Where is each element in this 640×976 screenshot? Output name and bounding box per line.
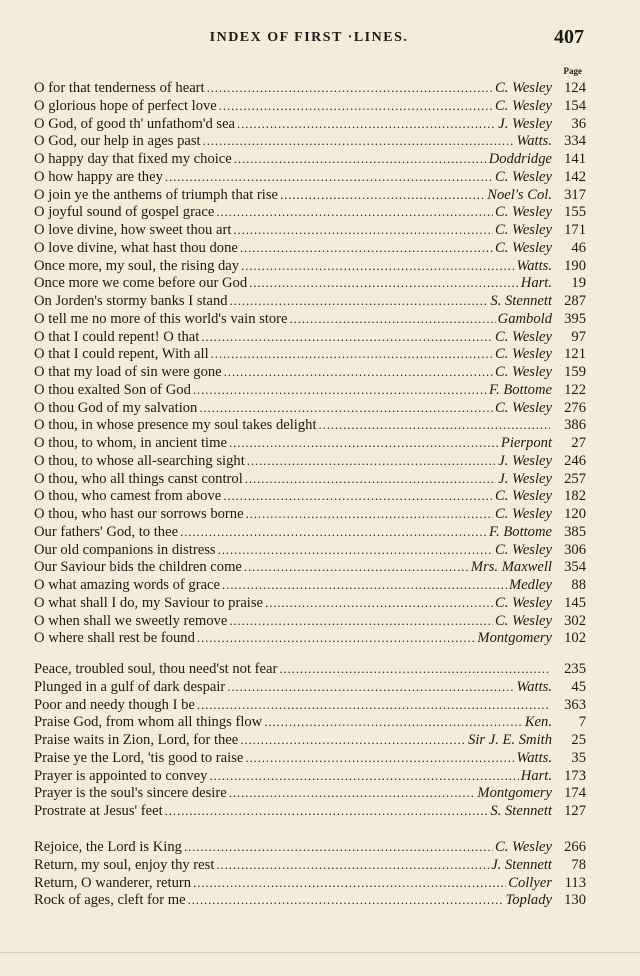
first-line-text: O what shall I do, my Saviour to praise bbox=[34, 594, 264, 611]
first-line-text: O that my load of sin were gone bbox=[34, 364, 222, 380]
author-name: C. Wesley bbox=[494, 346, 552, 363]
hymn-page-number: 306 bbox=[564, 541, 586, 558]
index-entry bbox=[34, 292, 586, 310]
dot-leader bbox=[229, 612, 493, 630]
page-title: INDEX OF FIRST ·LINES. bbox=[209, 30, 409, 45]
author-name: C. Wesley bbox=[494, 364, 552, 380]
index-entry bbox=[34, 891, 586, 909]
index-entry bbox=[34, 487, 586, 505]
first-line-text: O thou, who camest from above bbox=[34, 488, 222, 505]
first-line-text: O thou, who hast our sorrows borne bbox=[34, 506, 244, 522]
hymn-page-number: 145 bbox=[564, 594, 586, 611]
dot-leader bbox=[229, 784, 476, 802]
first-line-text: O that I could repent! O that bbox=[34, 328, 200, 345]
index-entry bbox=[34, 696, 586, 714]
dot-leader bbox=[219, 97, 493, 115]
first-line-text: Rock of ages, cleft for me bbox=[34, 892, 186, 909]
index-entry bbox=[34, 115, 586, 133]
dot-leader bbox=[193, 874, 506, 892]
author-name: Montgomery bbox=[477, 785, 552, 802]
first-line-text: O thou, in whose presence my soul takes delight bbox=[34, 417, 317, 434]
first-line-text: Return, my soul, enjoy thy rest bbox=[34, 856, 215, 873]
index-entry bbox=[34, 629, 586, 647]
index-entry bbox=[34, 328, 586, 346]
dot-leader bbox=[197, 629, 476, 647]
index-entry bbox=[34, 523, 586, 541]
index-entry bbox=[34, 434, 586, 452]
first-line-text: O glorious hope of perfect love bbox=[34, 97, 217, 114]
index-entry bbox=[34, 257, 586, 275]
first-line-text: Once more we come before our God bbox=[34, 275, 248, 292]
dot-leader bbox=[245, 749, 514, 767]
index-entry bbox=[34, 470, 586, 488]
author-name: J. Wesley bbox=[498, 115, 552, 132]
dot-leader bbox=[216, 856, 489, 874]
first-line-text: Poor and needy though I be bbox=[34, 696, 195, 713]
first-line-text: On Jorden's stormy banks I stand bbox=[34, 293, 228, 309]
index-entry bbox=[34, 363, 586, 381]
index-entry bbox=[34, 731, 586, 749]
hymn-page-number: 266 bbox=[564, 839, 586, 855]
index-entry bbox=[34, 186, 586, 204]
hymn-page-number: 36 bbox=[571, 115, 586, 132]
hymn-page-number: 276 bbox=[564, 399, 586, 416]
author-name: C. Wesley bbox=[494, 239, 552, 256]
index-entry bbox=[34, 416, 586, 434]
first-line-text: Prayer is appointed to convey bbox=[34, 767, 208, 784]
hymn-page-number: 354 bbox=[564, 559, 586, 576]
author-name: Medley bbox=[509, 577, 552, 593]
first-line-text: Plunged in a gulf of dark despair bbox=[34, 678, 226, 695]
index-entry bbox=[34, 310, 586, 328]
author-name: C. Wesley bbox=[494, 97, 552, 114]
hymn-page-number: 257 bbox=[564, 470, 586, 487]
hymn-page-number: 287 bbox=[564, 293, 586, 309]
dot-leader bbox=[197, 696, 550, 714]
dot-leader bbox=[241, 257, 514, 275]
index-entry bbox=[34, 576, 586, 594]
first-line-text: Prayer is the soul's sincere desire bbox=[34, 785, 227, 802]
author-name: Mrs. Maxwell bbox=[470, 559, 552, 576]
hymn-page-number: 182 bbox=[564, 488, 586, 505]
dot-leader bbox=[223, 487, 493, 505]
dot-leader bbox=[165, 168, 493, 186]
index-entry bbox=[34, 452, 586, 470]
first-line-text: O happy day that fixed my choice bbox=[34, 151, 232, 167]
hymn-page-number: 171 bbox=[564, 222, 586, 238]
author-name: Ken. bbox=[524, 714, 552, 731]
dot-leader bbox=[227, 678, 514, 696]
index-entry bbox=[34, 856, 586, 874]
hymn-page-number: 127 bbox=[564, 803, 586, 819]
dot-leader bbox=[245, 470, 496, 488]
author-name: C. Wesley bbox=[494, 80, 552, 96]
first-line-text: O where shall rest be found bbox=[34, 630, 195, 647]
dot-leader bbox=[230, 292, 489, 310]
dot-leader bbox=[201, 328, 493, 346]
hymn-page-number: 102 bbox=[564, 630, 586, 647]
dot-leader bbox=[265, 594, 493, 612]
index-entry bbox=[34, 660, 586, 678]
dot-leader bbox=[207, 79, 493, 97]
first-line-text: O God, our help in ages past bbox=[34, 133, 201, 150]
index-entry bbox=[34, 150, 586, 168]
index-entry bbox=[34, 749, 586, 767]
hymn-page-number: 113 bbox=[564, 874, 586, 891]
author-name: Collyer bbox=[508, 874, 552, 891]
hymn-page-number: 154 bbox=[564, 97, 586, 114]
hymn-page-number: 142 bbox=[564, 168, 586, 185]
first-line-text: Our Saviour bids the children come bbox=[34, 559, 242, 576]
hymn-page-number: 235 bbox=[564, 661, 586, 677]
hymn-page-number: 35 bbox=[571, 749, 586, 766]
first-line-text: Praise God, from whom all things flow bbox=[34, 714, 263, 731]
index-entry bbox=[34, 713, 586, 731]
author-name: C. Wesley bbox=[494, 594, 552, 611]
author-name: C. Wesley bbox=[494, 488, 552, 505]
index-entry bbox=[34, 767, 586, 785]
page-column-label: Page bbox=[563, 66, 582, 76]
author-name: F. Bottome bbox=[489, 381, 552, 398]
dot-leader bbox=[209, 767, 518, 785]
hymn-page-number: 25 bbox=[571, 732, 586, 748]
first-line-text: Our old companions in distress bbox=[34, 541, 216, 558]
author-name: Watts. bbox=[516, 749, 552, 766]
index-entry bbox=[34, 274, 586, 292]
hymn-page-number: 27 bbox=[571, 435, 586, 451]
first-line-text: O that I could repent, With all bbox=[34, 346, 209, 363]
author-name: C. Wesley bbox=[494, 399, 552, 416]
author-name: Noel's Col. bbox=[487, 186, 552, 203]
dot-leader bbox=[247, 452, 496, 470]
first-line-text: Return, O wanderer, return bbox=[34, 874, 192, 891]
first-line-text: Peace, troubled soul, thou need'st not fear bbox=[34, 661, 278, 677]
dot-leader bbox=[229, 434, 499, 452]
index-entry bbox=[34, 221, 586, 239]
dot-leader bbox=[216, 203, 493, 221]
author-name: J. Wesley bbox=[498, 470, 552, 487]
dot-leader bbox=[188, 891, 504, 909]
author-name: S. Stennett bbox=[490, 293, 552, 309]
dot-leader bbox=[165, 802, 489, 820]
author-name: C. Wesley bbox=[494, 328, 552, 345]
first-line-text: O join ye the anthems of triumph that rise bbox=[34, 186, 278, 203]
index-entry bbox=[34, 132, 586, 150]
first-line-text: O thou, who all things canst control bbox=[34, 470, 243, 487]
author-name: S. Stennett bbox=[490, 803, 552, 819]
hymn-page-number: 78 bbox=[571, 856, 586, 873]
index-entry bbox=[34, 203, 586, 221]
index-entry bbox=[34, 874, 586, 892]
dot-leader bbox=[246, 505, 493, 523]
author-name: Montgomery bbox=[477, 630, 552, 647]
first-line-text: O how happy are they bbox=[34, 168, 163, 185]
author-name: C. Wesley bbox=[494, 168, 552, 185]
first-line-text: O thou God of my salvation bbox=[34, 399, 198, 416]
author-name: Toplady bbox=[505, 892, 552, 909]
page-header bbox=[34, 26, 584, 52]
hymn-page-number: 334 bbox=[564, 133, 586, 150]
hymn-page-number: 155 bbox=[564, 204, 586, 221]
first-line-text: Rejoice, the Lord is King bbox=[34, 839, 182, 855]
author-name: C. Wesley bbox=[494, 506, 552, 522]
hymn-page-number: 302 bbox=[564, 612, 586, 629]
dot-leader bbox=[184, 838, 493, 856]
hymn-page-number: 246 bbox=[564, 452, 586, 469]
hymn-page-number: 121 bbox=[564, 346, 586, 363]
hymn-page-number: 395 bbox=[564, 310, 586, 327]
first-line-text: O tell me no more of this world's vain store bbox=[34, 310, 288, 327]
hymn-page-number: 385 bbox=[564, 523, 586, 540]
dot-leader bbox=[224, 363, 493, 381]
author-name: Doddridge bbox=[488, 151, 552, 167]
hymn-page-number: 190 bbox=[564, 257, 586, 274]
hymn-page-number: 19 bbox=[571, 275, 586, 292]
first-line-text: O when shall we sweetly remove bbox=[34, 612, 228, 629]
dot-leader bbox=[240, 239, 493, 257]
hymn-page-number: 173 bbox=[564, 767, 586, 784]
dot-leader bbox=[240, 731, 466, 749]
dot-leader bbox=[249, 274, 519, 292]
index-entry bbox=[34, 345, 586, 363]
first-line-text: O God, of good th' unfathom'd sea bbox=[34, 115, 236, 132]
author-name: Pierpont bbox=[500, 435, 552, 451]
dot-leader bbox=[193, 381, 487, 399]
author-name: F. Bottome bbox=[489, 523, 552, 540]
first-line-text: O what amazing words of grace bbox=[34, 577, 220, 593]
hymn-page-number: 45 bbox=[571, 678, 586, 695]
first-line-text: O joyful sound of gospel grace bbox=[34, 204, 215, 221]
hymn-page-number: 7 bbox=[578, 714, 586, 731]
first-line-text: O love divine, what hast thou done bbox=[34, 239, 238, 256]
page-number: 407 bbox=[554, 26, 584, 48]
index-entry bbox=[34, 97, 586, 115]
first-line-text: Praise ye the Lord, 'tis good to raise bbox=[34, 749, 244, 766]
author-name: C. Wesley bbox=[494, 612, 552, 629]
author-name: C. Wesley bbox=[494, 541, 552, 558]
first-line-text: Prostrate at Jesus' feet bbox=[34, 803, 163, 819]
index-entry bbox=[34, 505, 586, 523]
author-name: Watts. bbox=[516, 133, 552, 150]
dot-leader bbox=[180, 523, 487, 541]
author-name: J. Wesley bbox=[498, 452, 552, 469]
hymn-page-number: 122 bbox=[564, 381, 586, 398]
author-name: C. Wesley bbox=[494, 222, 552, 238]
dot-leader bbox=[279, 660, 550, 678]
index-entry bbox=[34, 802, 586, 820]
index-entry bbox=[34, 784, 586, 802]
first-line-text: O for that tenderness of heart bbox=[34, 80, 205, 96]
first-line-text: Our fathers' God, to thee bbox=[34, 523, 179, 540]
dot-leader bbox=[218, 541, 493, 559]
index-entry bbox=[34, 79, 586, 97]
dot-leader bbox=[264, 713, 523, 731]
hymn-page-number: 88 bbox=[571, 577, 586, 593]
dot-leader bbox=[233, 221, 493, 239]
index-entry bbox=[34, 612, 586, 630]
hymn-page-number: 124 bbox=[564, 80, 586, 96]
hymn-page-number: 159 bbox=[564, 364, 586, 380]
dot-leader bbox=[244, 558, 469, 576]
dot-leader bbox=[280, 186, 485, 204]
dot-leader bbox=[237, 115, 496, 133]
author-name: Watts. bbox=[516, 257, 552, 274]
author-name: Sir J. E. Smith bbox=[468, 732, 552, 748]
hymn-page-number: 46 bbox=[571, 239, 586, 256]
bottom-edge bbox=[0, 952, 640, 953]
dot-leader bbox=[199, 399, 493, 417]
first-line-text: Praise waits in Zion, Lord, for thee bbox=[34, 732, 239, 748]
index-entry bbox=[34, 381, 586, 399]
first-line-text: O thou, to whom, in ancient time bbox=[34, 435, 227, 451]
author-name: Watts. bbox=[516, 678, 552, 695]
first-line-text: O thou, to whose all-searching sight bbox=[34, 452, 245, 469]
index-entry bbox=[34, 168, 586, 186]
first-line-text: O love divine, how sweet thou art bbox=[34, 222, 232, 238]
dot-leader bbox=[234, 150, 487, 168]
index-entry bbox=[34, 558, 586, 576]
dot-leader bbox=[222, 576, 507, 594]
hymn-page-number: 97 bbox=[571, 328, 586, 345]
index-entry bbox=[34, 399, 586, 417]
hymn-page-number: 141 bbox=[564, 151, 586, 167]
index-entry bbox=[34, 678, 586, 696]
index-entry bbox=[34, 594, 586, 612]
hymn-page-number: 120 bbox=[564, 506, 586, 522]
hymn-page-number: 363 bbox=[564, 696, 586, 713]
first-line-text: Once more, my soul, the rising day bbox=[34, 257, 240, 274]
dot-leader bbox=[290, 310, 496, 328]
first-line-text: O thou exalted Son of God bbox=[34, 381, 191, 398]
index-entry bbox=[34, 541, 586, 559]
dot-leader bbox=[211, 345, 493, 363]
author-name: C. Wesley bbox=[494, 839, 552, 855]
author-name: Hart. bbox=[520, 767, 552, 784]
author-name: Gambold bbox=[497, 310, 552, 327]
dot-leader bbox=[203, 132, 515, 150]
hymn-page-number: 130 bbox=[564, 892, 586, 909]
hymn-page-number: 386 bbox=[564, 417, 586, 434]
hymn-page-number: 317 bbox=[564, 186, 586, 203]
author-name: J. Stennett bbox=[491, 856, 552, 873]
index-entry bbox=[34, 239, 586, 257]
author-name: C. Wesley bbox=[494, 204, 552, 221]
index-entry bbox=[34, 838, 586, 856]
dot-leader bbox=[319, 416, 551, 434]
author-name: Hart. bbox=[520, 275, 552, 292]
hymn-page-number: 174 bbox=[564, 785, 586, 802]
